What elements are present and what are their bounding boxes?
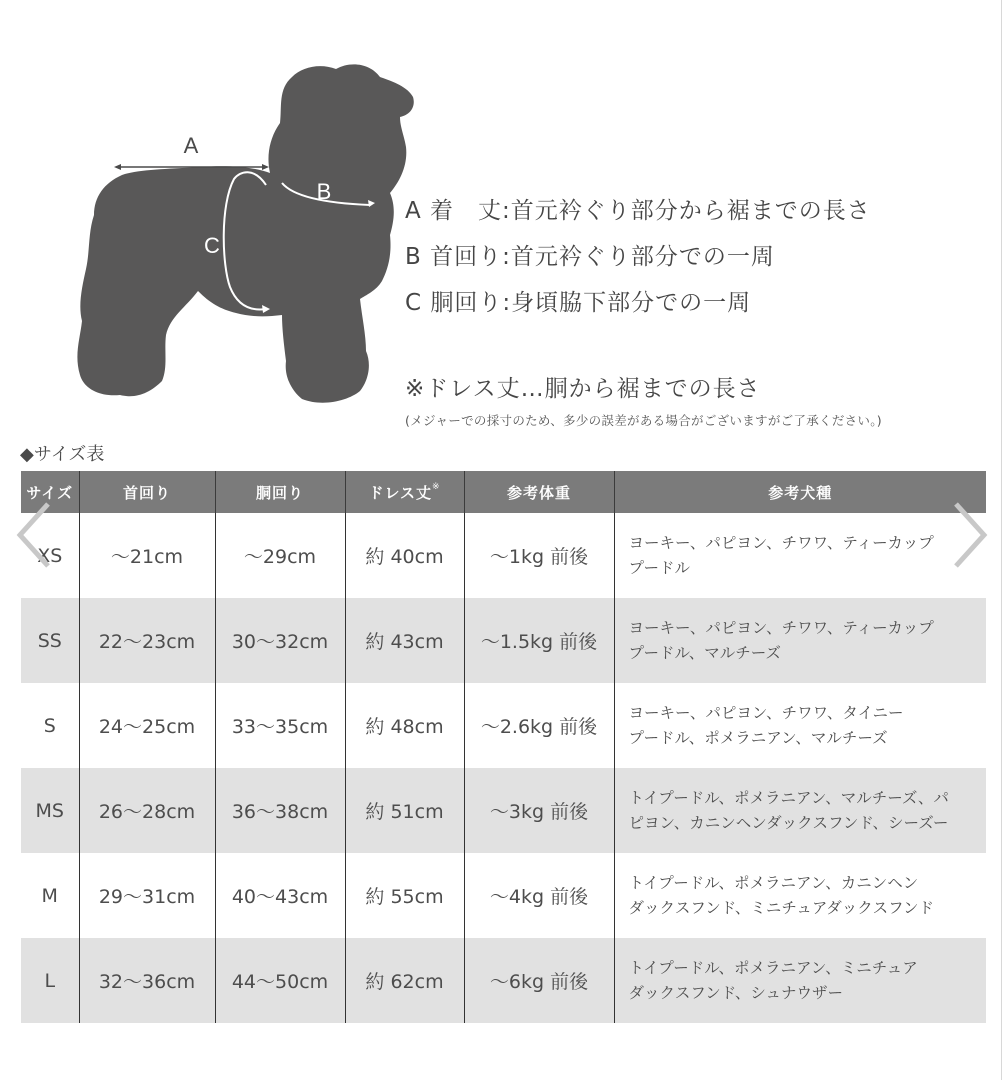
frame-edge [1001, 0, 1002, 1080]
dog-measurement-diagram [70, 55, 430, 415]
cell-weight: ～2.6kg 前後 [464, 683, 614, 768]
cell-weight: ～1.5kg 前後 [464, 598, 614, 683]
cell-body: 30～32cm [215, 598, 345, 683]
cell-dress: 約 40cm [345, 513, 464, 598]
carousel-prev-button[interactable] [14, 500, 54, 570]
cell-dress: 約 62cm [345, 938, 464, 1023]
cell-dress: 約 48cm [345, 683, 464, 768]
header-weight: 参考体重 [464, 471, 614, 513]
legend-item-b: B 首回り:首元衿ぐり部分での一周 [405, 244, 775, 270]
cell-size: L [21, 938, 79, 1023]
cell-weight: ～4kg 前後 [464, 853, 614, 938]
cell-body: 36～38cm [215, 768, 345, 853]
table-row [21, 598, 986, 683]
svg-text:A: A [183, 133, 199, 158]
cell-breeds: トイプードル、ポメラニアン、カニンヘン ダックスフンド、ミニチュアダックスフンド [614, 853, 986, 938]
header-dress-length: ドレス丈※ [345, 471, 464, 513]
header-size: サイズ [21, 471, 79, 513]
svg-text:C: C [204, 233, 220, 258]
header-neck: 首回り [79, 471, 215, 513]
chevron-right-icon [950, 500, 990, 570]
cell-body: 33～35cm [215, 683, 345, 768]
carousel-next-button[interactable] [950, 500, 990, 570]
table-row [21, 938, 986, 1023]
poodle-silhouette-icon [70, 55, 430, 415]
table-row [21, 513, 986, 598]
cell-neck: 22～23cm [79, 598, 215, 683]
dress-length-note: ※ドレス丈…胴から裾までの長さ [405, 376, 761, 402]
cell-breeds: ヨーキー、パピヨン、チワワ、ティーカップ プードル [614, 513, 986, 598]
cell-neck: ～21cm [79, 513, 215, 598]
cell-weight: ～6kg 前後 [464, 938, 614, 1023]
header-body: 胴回り [215, 471, 345, 513]
svg-text:B: B [316, 179, 332, 204]
measurement-disclaimer: (メジャーでの採寸のため、多少の誤差がある場合がございますがご了承ください。) [405, 413, 882, 428]
cell-weight: ～3kg 前後 [464, 768, 614, 853]
cell-breeds: ヨーキー、パピヨン、チワワ、タイニー プードル、ポメラニアン、マルチーズ [614, 683, 986, 768]
cell-neck: 26～28cm [79, 768, 215, 853]
cell-dress: 約 51cm [345, 768, 464, 853]
cell-size: MS [21, 768, 79, 853]
cell-size: S [43, 714, 56, 737]
cell-neck: 32～36cm [79, 938, 215, 1023]
legend-item-a: A 着 丈:首元衿ぐり部分から裾までの長さ [405, 198, 871, 224]
cell-size: SS [21, 598, 79, 683]
measurement-legend [405, 193, 871, 331]
cell-size: M [41, 884, 58, 907]
cell-body: ～29cm [215, 513, 345, 598]
cell-neck: 29～31cm [79, 853, 215, 938]
table-row [21, 853, 986, 938]
table-row [21, 683, 986, 768]
note-mark: ※ [432, 481, 441, 492]
legend-item-c: C 胴回り:身頃脇下部分での一周 [405, 290, 752, 316]
cell-dress: 約 55cm [345, 853, 464, 938]
cell-breeds: トイプードル、ポメラニアン、ミニチュア ダックスフンド、シュナウザー [614, 938, 986, 1023]
cell-body: 44～50cm [215, 938, 345, 1023]
size-table [21, 471, 986, 1023]
header-breeds: 参考犬種 [614, 471, 986, 513]
cell-dress: 約 43cm [345, 598, 464, 683]
cell-body: 40～43cm [215, 853, 345, 938]
cell-neck: 24～25cm [79, 683, 215, 768]
cell-size: XS [37, 544, 63, 567]
table-header-row [21, 471, 986, 513]
size-chart-title: ◆サイズ表 [20, 444, 105, 465]
cell-weight: ～1kg 前後 [464, 513, 614, 598]
cell-breeds: ヨーキー、パピヨン、チワワ、ティーカップ プードル、マルチーズ [614, 598, 986, 683]
cell-breeds: トイプードル、ポメラニアン、マルチーズ、パ ピヨン、カニンヘンダックスフンド、シーズー [614, 768, 986, 853]
table-row [21, 768, 986, 853]
chevron-left-icon [14, 500, 54, 570]
